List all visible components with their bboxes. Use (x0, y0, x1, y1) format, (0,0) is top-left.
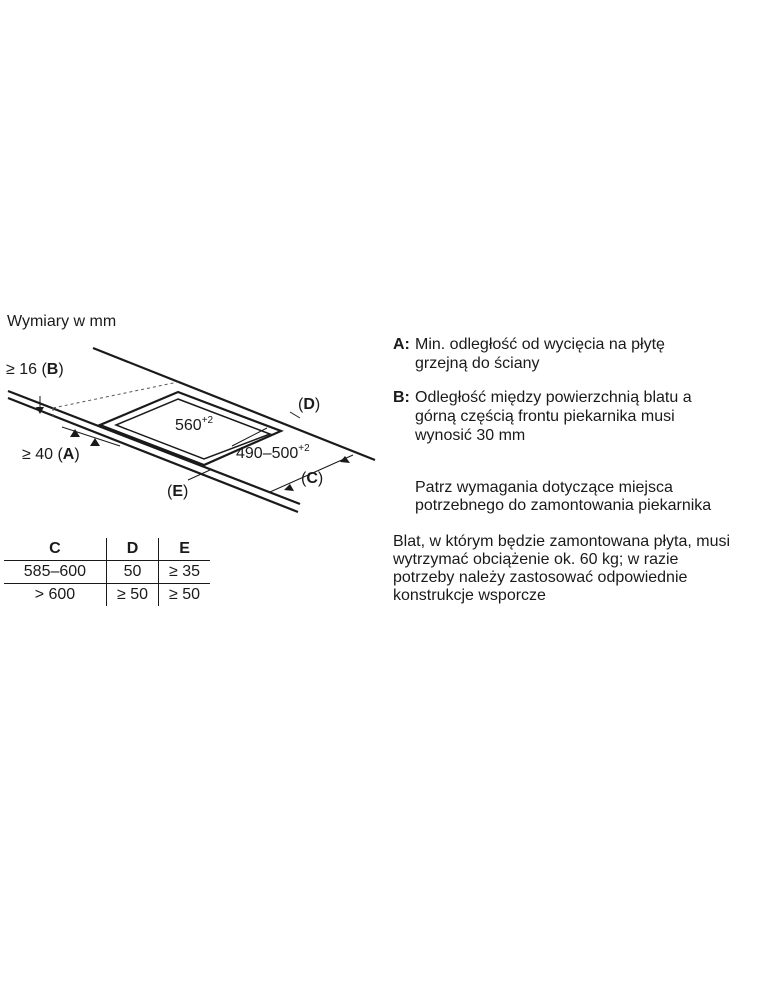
dimensions-table (4, 538, 210, 606)
label-e: (E) (167, 483, 189, 500)
oven-front-dashed-line (53, 382, 178, 408)
label-b: ≥ 16 (B) (6, 361, 64, 378)
legend-text-b: Odległość między powierzchnią blatu a górną częścią frontu piekarnika musi wynosić 30 mm (415, 389, 692, 444)
legend-text-a: Min. odległość od wycięcia na płytę grzejną do ściany (415, 336, 665, 372)
table-row (4, 584, 210, 607)
depth-dimension-label: $490-500^{+2}$ (236, 443, 310, 462)
table-cell: 585–600 (4, 561, 106, 584)
table-header-row (4, 538, 210, 561)
oven-space-note: Patrz wymagania dotyczące miejsca potrzebnego do zamontowania piekarnika (415, 479, 712, 514)
legend-item-a (393, 335, 723, 373)
table-cell: 50 (106, 561, 158, 584)
diagram-title: Wymiary w mm (7, 313, 117, 330)
label-d: (D) (298, 396, 321, 413)
table-cell: > 600 (4, 584, 106, 607)
width-dimension-label: $560^{+2}$ (175, 415, 214, 434)
table-row (4, 561, 210, 584)
legend-key-a: A: (393, 336, 410, 353)
table-header-c: C (4, 538, 106, 561)
legend-key-b: B: (393, 389, 410, 406)
label-c: (C) (301, 470, 324, 487)
table-cell: ≥ 35 (159, 561, 210, 584)
legend-item-b (393, 388, 723, 445)
table-cell: ≥ 50 (169, 586, 201, 603)
table-header-e: E (159, 538, 210, 561)
label-a: ≥ 40 (A) (22, 446, 80, 463)
table-cell: ≥ 50 (106, 584, 158, 607)
table-header-d: D (106, 538, 158, 561)
load-bearing-note: Blat, w którym będzie zamontowana płyta, musi wytrzymać obciążenie ok. 60 kg; w razie potrzeby należy zastosować odpowiednie konstrukcje wsporcze (393, 533, 731, 604)
countertop-back-edge (93, 348, 375, 460)
